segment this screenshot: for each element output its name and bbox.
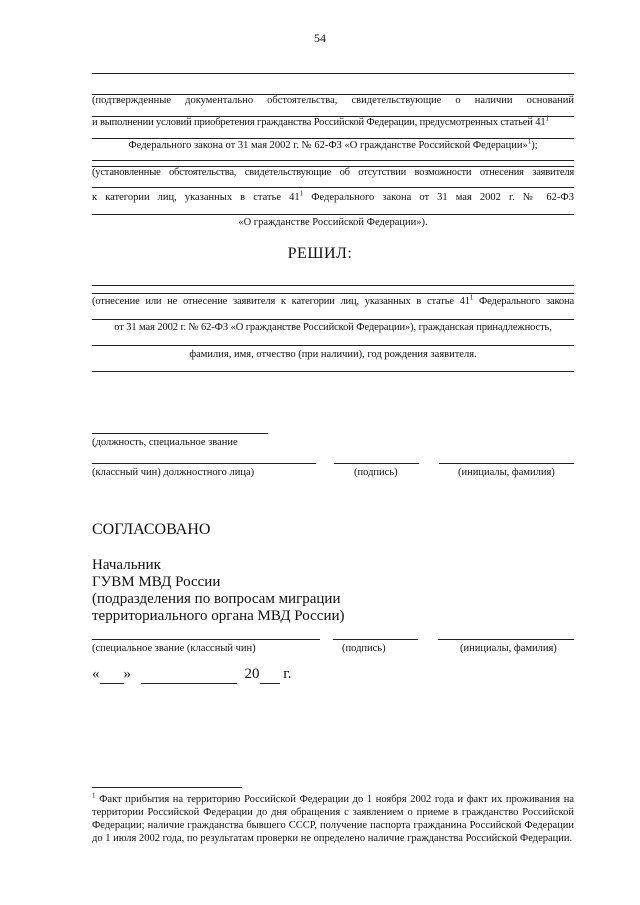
signature-line [92,433,268,434]
absence-caption-1: (установленные обстоятельства, свидетельствующие об отсутствии возможности отнесения заявителя [92,167,574,178]
approval-date: « » 20 г. [92,666,292,682]
input-line [92,319,574,320]
input-line [92,285,574,286]
approval-line-3: (подразделения по вопросам миграции [92,591,341,607]
signature-line [438,639,574,640]
page-number: 54 [314,31,326,45]
signature-line [92,463,316,464]
approval-line-2: ГУВМ МВД России [92,574,221,590]
circumstances-caption-3: Федерального закона от 31 мая 2002 г. № 62-ФЗ «О гражданстве Российской Федерации»$^1$); [128,137,538,151]
decided-heading: РЕШИЛ: [287,245,353,262]
signature-line [334,463,419,464]
signature-line [92,639,320,640]
input-line [92,293,574,294]
footnote-separator [92,787,242,788]
absence-caption-3: «О гражданстве Российской Федерации»). [238,217,428,228]
input-line [92,214,574,215]
decision-caption-1: (отнесение или не отнесение заявителя к категории лиц, указанных в статье $41^1$ Федерального закона [92,293,575,307]
input-line [92,73,574,74]
signature-line [333,639,418,640]
circumstances-caption-2: и выполнении условий приобретения гражданства Российской Федерации, предусмотренных статьей $41^1$ [92,114,549,128]
input-line [92,160,574,161]
signature-label: (подпись) [354,467,398,478]
circumstances-caption-1: (подтвержденные документально обстоятельства, свидетельствующие о наличии оснований [92,95,574,106]
absence-caption-2: к категории лиц, указанных в статье $41^1$ Федерального закона от 31 мая 2002 г. № 62-ФЗ [92,189,574,203]
rank-label: (классный чин) должностного лица) [92,467,255,478]
input-line [92,345,574,346]
approval-signature-label: (подпись) [342,643,386,654]
approval-heading: СОГЛАСОВАНО [92,521,211,538]
input-line [92,187,574,188]
signature-line [439,463,574,464]
decision-caption-3: фамилия, имя, отчество (при наличии), год рождения заявителя. [189,349,477,360]
approval-rank-label: (специальное звание (классный чин) [92,643,256,654]
approval-line-1: Начальник [92,557,161,573]
position-label: (должность, специальное звание [92,437,238,448]
approval-initials-label: (инициалы, фамилия) [460,643,557,654]
footnote: $^1$ Факт прибытия на территорию Российской Федерации до 1 ноября 2002 года и факт их проживания на территории Российской Федерации до дня обращения с заявлением о приеме в гражданство Российской Федерации; наличие гражданства бывшего СССР, получение паспорта гражданина Российской Федерации до 1 июля 2002 года, по результатам проверки не определено наличие гражданства Российской Федерации. [92,791,574,844]
input-line [92,371,574,372]
decision-caption-2: от 31 мая 2002 г. № 62-ФЗ «О гражданстве Российской Федерации»), гражданская принадлежность, [114,322,552,333]
initials-label: (инициалы, фамилия) [458,467,555,478]
approval-line-4: территориального органа МВД России) [92,608,345,624]
